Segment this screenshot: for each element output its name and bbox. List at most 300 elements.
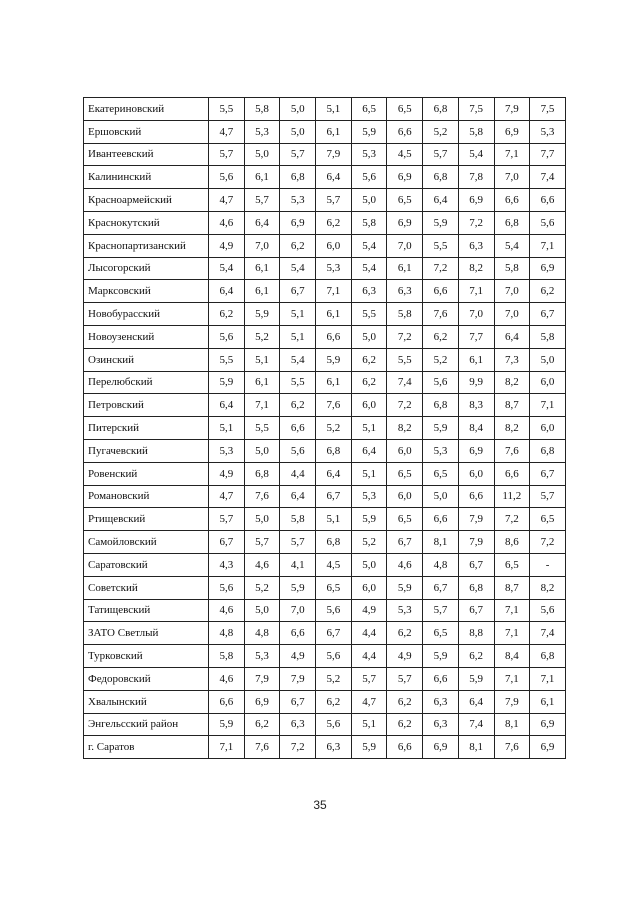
value-cell: 5,7 <box>530 485 566 508</box>
value-cell: 6,3 <box>280 713 316 736</box>
value-cell: 6,6 <box>458 485 494 508</box>
value-cell: 7,4 <box>530 622 566 645</box>
value-cell: 5,4 <box>494 234 530 257</box>
value-cell: 6,3 <box>316 736 352 759</box>
value-cell: 7,2 <box>387 325 423 348</box>
value-cell: 6,6 <box>423 508 459 531</box>
value-cell: 6,7 <box>530 462 566 485</box>
value-cell: 6,3 <box>458 234 494 257</box>
value-cell: 4,8 <box>244 622 280 645</box>
district-name-cell: Ершовский <box>84 120 209 143</box>
value-cell: 8,4 <box>494 645 530 668</box>
table-row <box>84 462 566 485</box>
value-cell: 5,9 <box>423 211 459 234</box>
value-cell: 4,9 <box>387 645 423 668</box>
value-cell: 4,9 <box>209 234 245 257</box>
value-cell: 5,5 <box>423 234 459 257</box>
value-cell: 5,7 <box>209 143 245 166</box>
table-row <box>84 371 566 394</box>
value-cell: 5,2 <box>244 325 280 348</box>
value-cell: 6,2 <box>209 303 245 326</box>
value-cell: 5,8 <box>244 98 280 121</box>
value-cell: 7,7 <box>458 325 494 348</box>
value-cell: 5,8 <box>280 508 316 531</box>
value-cell: 6,6 <box>530 189 566 212</box>
value-cell: 5,2 <box>423 348 459 371</box>
value-cell: 6,4 <box>316 462 352 485</box>
value-cell: 6,9 <box>423 736 459 759</box>
value-cell: 6,4 <box>244 211 280 234</box>
value-cell: 5,9 <box>351 508 387 531</box>
district-name-cell: Федоровский <box>84 667 209 690</box>
value-cell: 5,7 <box>280 531 316 554</box>
value-cell: 7,6 <box>244 736 280 759</box>
value-cell: 7,6 <box>244 485 280 508</box>
value-cell: 9,9 <box>458 371 494 394</box>
table-row <box>84 98 566 121</box>
value-cell: 5,6 <box>530 211 566 234</box>
district-name-cell: Озинский <box>84 348 209 371</box>
value-cell: 7,9 <box>316 143 352 166</box>
value-cell: 6,8 <box>316 439 352 462</box>
value-cell: 6,2 <box>387 713 423 736</box>
table-row <box>84 120 566 143</box>
value-cell: 6,0 <box>387 485 423 508</box>
value-cell: 6,6 <box>280 417 316 440</box>
table-row <box>84 280 566 303</box>
value-cell: 5,7 <box>351 667 387 690</box>
value-cell: 5,9 <box>209 713 245 736</box>
value-cell: 6,5 <box>351 98 387 121</box>
district-name-cell: Лысогорский <box>84 257 209 280</box>
value-cell: 6,6 <box>423 667 459 690</box>
value-cell: 6,1 <box>458 348 494 371</box>
value-cell: 6,5 <box>423 622 459 645</box>
table-row <box>84 599 566 622</box>
value-cell: 6,1 <box>316 371 352 394</box>
value-cell: 8,7 <box>494 394 530 417</box>
value-cell: 6,8 <box>494 211 530 234</box>
value-cell: 6,6 <box>280 622 316 645</box>
value-cell: 5,6 <box>209 576 245 599</box>
value-cell: 6,1 <box>316 303 352 326</box>
table-row <box>84 234 566 257</box>
value-cell: 5,3 <box>530 120 566 143</box>
value-cell: 5,5 <box>209 98 245 121</box>
value-cell: 7,1 <box>530 667 566 690</box>
value-cell: 6,4 <box>209 280 245 303</box>
value-cell: 7,0 <box>494 166 530 189</box>
value-cell: 6,2 <box>387 622 423 645</box>
value-cell: 7,1 <box>494 622 530 645</box>
value-cell: 5,1 <box>209 417 245 440</box>
value-cell: 5,6 <box>423 371 459 394</box>
value-cell: 8,2 <box>387 417 423 440</box>
table-row <box>84 189 566 212</box>
value-cell: 7,1 <box>494 667 530 690</box>
value-cell: 5,0 <box>351 325 387 348</box>
value-cell: 6,9 <box>530 713 566 736</box>
value-cell: 6,1 <box>244 257 280 280</box>
value-cell: 7,2 <box>387 394 423 417</box>
table-row <box>84 645 566 668</box>
value-cell: 6,9 <box>458 189 494 212</box>
value-cell: 7,6 <box>494 736 530 759</box>
value-cell: 5,6 <box>209 166 245 189</box>
value-cell: 5,9 <box>351 736 387 759</box>
value-cell: 7,4 <box>387 371 423 394</box>
value-cell: 6,8 <box>423 98 459 121</box>
district-name-cell: Новобурасский <box>84 303 209 326</box>
value-cell: 5,9 <box>316 348 352 371</box>
value-cell: 5,3 <box>423 439 459 462</box>
value-cell: 6,4 <box>351 439 387 462</box>
value-cell: 5,7 <box>316 189 352 212</box>
value-cell: 6,3 <box>423 690 459 713</box>
table-row <box>84 348 566 371</box>
value-cell: 4,6 <box>209 211 245 234</box>
value-cell: 5,1 <box>244 348 280 371</box>
table-row <box>84 303 566 326</box>
value-cell: 6,5 <box>387 508 423 531</box>
value-cell: 6,6 <box>494 189 530 212</box>
value-cell: 7,1 <box>530 234 566 257</box>
value-cell: 4,9 <box>209 462 245 485</box>
value-cell: 4,7 <box>351 690 387 713</box>
table-row <box>84 143 566 166</box>
value-cell: 4,4 <box>351 645 387 668</box>
table-row <box>84 211 566 234</box>
value-cell: 5,9 <box>280 576 316 599</box>
district-name-cell: Романовский <box>84 485 209 508</box>
value-cell: 7,1 <box>458 280 494 303</box>
value-cell: 6,7 <box>530 303 566 326</box>
value-cell: 5,3 <box>351 143 387 166</box>
value-cell: 4,6 <box>209 599 245 622</box>
value-cell: 4,8 <box>423 553 459 576</box>
value-cell: 5,6 <box>530 599 566 622</box>
value-cell: 11,2 <box>494 485 530 508</box>
value-cell: 7,0 <box>387 234 423 257</box>
value-cell: 5,0 <box>530 348 566 371</box>
value-cell: 5,2 <box>423 120 459 143</box>
value-cell: 5,3 <box>280 189 316 212</box>
value-cell: 6,1 <box>530 690 566 713</box>
district-name-cell: Красноармейский <box>84 189 209 212</box>
district-name-cell: Хвалынский <box>84 690 209 713</box>
value-cell: 7,2 <box>494 508 530 531</box>
value-cell: 6,4 <box>423 189 459 212</box>
value-cell: 6,5 <box>387 189 423 212</box>
value-cell: 6,5 <box>530 508 566 531</box>
table-row <box>84 439 566 462</box>
value-cell: 7,6 <box>316 394 352 417</box>
value-cell: 6,5 <box>316 576 352 599</box>
value-cell: 6,4 <box>280 485 316 508</box>
value-cell: 6,4 <box>209 394 245 417</box>
value-cell: 5,8 <box>351 211 387 234</box>
value-cell: 5,5 <box>280 371 316 394</box>
value-cell: 5,0 <box>280 98 316 121</box>
district-name-cell: Татищевский <box>84 599 209 622</box>
value-cell: 5,6 <box>280 439 316 462</box>
value-cell: 5,2 <box>351 531 387 554</box>
value-cell: 4,6 <box>244 553 280 576</box>
district-name-cell: Ртищевский <box>84 508 209 531</box>
value-cell: 6,7 <box>423 576 459 599</box>
value-cell: 6,7 <box>458 553 494 576</box>
district-name-cell: Новоузенский <box>84 325 209 348</box>
value-cell: 6,9 <box>458 439 494 462</box>
value-cell: 5,5 <box>209 348 245 371</box>
value-cell: 5,7 <box>209 508 245 531</box>
value-cell: 7,7 <box>530 143 566 166</box>
value-cell: 6,8 <box>530 645 566 668</box>
value-cell: 5,3 <box>244 645 280 668</box>
value-cell: 5,4 <box>351 257 387 280</box>
value-cell: 6,2 <box>423 325 459 348</box>
value-cell: 4,6 <box>209 667 245 690</box>
value-cell: 7,0 <box>494 280 530 303</box>
value-cell: 7,3 <box>494 348 530 371</box>
table-row <box>84 553 566 576</box>
value-cell: 5,6 <box>351 166 387 189</box>
district-name-cell: Петровский <box>84 394 209 417</box>
value-cell: 7,9 <box>494 690 530 713</box>
value-cell: 5,9 <box>458 667 494 690</box>
value-cell: 6,2 <box>387 690 423 713</box>
value-cell: 5,7 <box>423 599 459 622</box>
table-row <box>84 325 566 348</box>
value-cell: 5,5 <box>244 417 280 440</box>
value-cell: 5,4 <box>280 257 316 280</box>
value-cell: 4,1 <box>280 553 316 576</box>
value-cell: 6,6 <box>387 736 423 759</box>
value-cell: 5,7 <box>423 143 459 166</box>
value-cell: 6,8 <box>423 166 459 189</box>
value-cell: 6,7 <box>458 599 494 622</box>
value-cell: 5,2 <box>316 667 352 690</box>
value-cell: 6,9 <box>387 166 423 189</box>
table-row <box>84 713 566 736</box>
value-cell: 5,3 <box>209 439 245 462</box>
value-cell: 6,8 <box>316 531 352 554</box>
value-cell: 8,3 <box>458 394 494 417</box>
district-name-cell: Марксовский <box>84 280 209 303</box>
value-cell: 7,9 <box>458 531 494 554</box>
district-name-cell: Перелюбский <box>84 371 209 394</box>
table-row <box>84 417 566 440</box>
value-cell: 7,0 <box>280 599 316 622</box>
value-cell: 6,0 <box>530 417 566 440</box>
value-cell: 7,5 <box>530 98 566 121</box>
value-cell: 5,8 <box>530 325 566 348</box>
value-cell: 5,4 <box>209 257 245 280</box>
district-name-cell: Энгельсский район <box>84 713 209 736</box>
value-cell: 4,7 <box>209 189 245 212</box>
value-cell: 7,4 <box>458 713 494 736</box>
value-cell: 7,1 <box>316 280 352 303</box>
value-cell: 5,9 <box>209 371 245 394</box>
value-cell: 6,1 <box>316 120 352 143</box>
value-cell: 4,7 <box>209 120 245 143</box>
value-cell: 6,9 <box>494 120 530 143</box>
value-cell: 5,8 <box>458 120 494 143</box>
value-cell: 5,2 <box>316 417 352 440</box>
value-cell: 7,8 <box>458 166 494 189</box>
value-cell: 5,4 <box>351 234 387 257</box>
value-cell: 6,7 <box>280 280 316 303</box>
value-cell: 6,8 <box>530 439 566 462</box>
value-cell: 7,9 <box>494 98 530 121</box>
value-cell: 6,7 <box>387 531 423 554</box>
table-row <box>84 485 566 508</box>
value-cell: 5,3 <box>351 485 387 508</box>
value-cell: 7,1 <box>494 599 530 622</box>
value-cell: 6,7 <box>316 485 352 508</box>
value-cell: 6,5 <box>423 462 459 485</box>
value-cell: 7,2 <box>530 531 566 554</box>
district-name-cell: Пугачевский <box>84 439 209 462</box>
value-cell: 7,2 <box>458 211 494 234</box>
page-number: 35 <box>313 798 327 812</box>
table-row <box>84 576 566 599</box>
value-cell: 7,2 <box>423 257 459 280</box>
value-cell: 6,3 <box>423 713 459 736</box>
value-cell: 7,2 <box>280 736 316 759</box>
district-name-cell: Советский <box>84 576 209 599</box>
value-cell: 5,9 <box>423 417 459 440</box>
value-cell: 6,7 <box>209 531 245 554</box>
value-cell: 6,9 <box>530 257 566 280</box>
value-cell: 6,1 <box>244 371 280 394</box>
district-name-cell: Калининский <box>84 166 209 189</box>
value-cell: 5,0 <box>351 553 387 576</box>
value-cell: 5,9 <box>351 120 387 143</box>
value-cell: 5,3 <box>244 120 280 143</box>
value-cell: 5,1 <box>316 508 352 531</box>
value-cell: 5,6 <box>316 599 352 622</box>
value-cell: 8,8 <box>458 622 494 645</box>
value-cell: 4,9 <box>280 645 316 668</box>
value-cell: 6,9 <box>530 736 566 759</box>
value-cell: 5,7 <box>387 667 423 690</box>
value-cell: 6,0 <box>530 371 566 394</box>
value-cell: 6,2 <box>316 690 352 713</box>
value-cell: 6,2 <box>351 371 387 394</box>
value-cell: 5,1 <box>351 713 387 736</box>
value-cell: 5,0 <box>244 143 280 166</box>
value-cell: 5,0 <box>280 120 316 143</box>
value-cell: 7,9 <box>458 508 494 531</box>
value-cell: 6,9 <box>387 211 423 234</box>
table-row <box>84 394 566 417</box>
value-cell: 7,0 <box>494 303 530 326</box>
district-name-cell: Екатериновский <box>84 98 209 121</box>
table-row <box>84 531 566 554</box>
value-cell: 7,0 <box>458 303 494 326</box>
district-name-cell: Питерский <box>84 417 209 440</box>
value-cell: 7,9 <box>244 667 280 690</box>
value-cell: 6,6 <box>316 325 352 348</box>
value-cell: 5,6 <box>316 713 352 736</box>
value-cell: 5,5 <box>387 348 423 371</box>
value-cell: 6,2 <box>280 234 316 257</box>
value-cell: 6,9 <box>244 690 280 713</box>
value-cell: 6,3 <box>387 280 423 303</box>
district-name-cell: Краснокутский <box>84 211 209 234</box>
value-cell: 5,8 <box>494 257 530 280</box>
district-name-cell: Саратовский <box>84 553 209 576</box>
value-cell: 7,0 <box>244 234 280 257</box>
district-name-cell: Ровенский <box>84 462 209 485</box>
value-cell: 7,1 <box>209 736 245 759</box>
value-cell: 5,0 <box>244 508 280 531</box>
value-cell: 5,8 <box>387 303 423 326</box>
value-cell: 6,6 <box>387 120 423 143</box>
value-cell: 8,4 <box>458 417 494 440</box>
table-row <box>84 667 566 690</box>
value-cell: 8,2 <box>494 371 530 394</box>
value-cell: 4,3 <box>209 553 245 576</box>
table-row <box>84 166 566 189</box>
value-cell: 8,1 <box>423 531 459 554</box>
value-cell: 8,6 <box>494 531 530 554</box>
district-name-cell: ЗАТО Светлый <box>84 622 209 645</box>
table-row <box>84 622 566 645</box>
value-cell: 6,4 <box>458 690 494 713</box>
value-cell: 4,5 <box>316 553 352 576</box>
value-cell: 6,8 <box>280 166 316 189</box>
value-cell: 5,1 <box>280 303 316 326</box>
value-cell: 6,5 <box>494 553 530 576</box>
value-cell: 8,1 <box>458 736 494 759</box>
value-cell: 7,9 <box>280 667 316 690</box>
value-cell: 5,8 <box>209 645 245 668</box>
value-cell: 5,1 <box>316 98 352 121</box>
value-cell: - <box>530 553 566 576</box>
table-row <box>84 257 566 280</box>
value-cell: 6,4 <box>316 166 352 189</box>
value-cell: 6,0 <box>458 462 494 485</box>
value-cell: 5,3 <box>316 257 352 280</box>
value-cell: 4,9 <box>351 599 387 622</box>
value-cell: 4,6 <box>387 553 423 576</box>
district-name-cell: Турковский <box>84 645 209 668</box>
value-cell: 8,2 <box>494 417 530 440</box>
district-name-cell: г. Саратов <box>84 736 209 759</box>
value-cell: 5,1 <box>351 462 387 485</box>
value-cell: 7,6 <box>423 303 459 326</box>
table-row <box>84 690 566 713</box>
value-cell: 5,2 <box>244 576 280 599</box>
value-cell: 6,0 <box>316 234 352 257</box>
value-cell: 6,2 <box>244 713 280 736</box>
table-row <box>84 736 566 759</box>
value-cell: 8,2 <box>458 257 494 280</box>
value-cell: 4,8 <box>209 622 245 645</box>
value-cell: 5,4 <box>458 143 494 166</box>
value-cell: 8,1 <box>494 713 530 736</box>
value-cell: 5,0 <box>351 189 387 212</box>
value-cell: 6,8 <box>458 576 494 599</box>
value-cell: 6,0 <box>351 576 387 599</box>
value-cell: 5,9 <box>387 576 423 599</box>
value-cell: 5,9 <box>423 645 459 668</box>
value-cell: 5,7 <box>280 143 316 166</box>
value-cell: 6,1 <box>244 280 280 303</box>
district-name-cell: Самойловский <box>84 531 209 554</box>
